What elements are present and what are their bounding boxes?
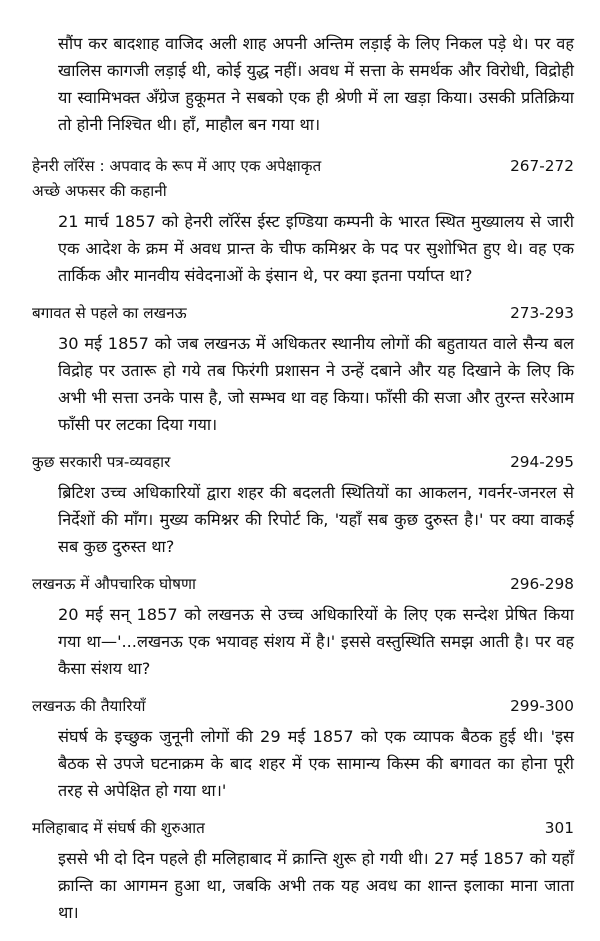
- entry-page-range: 299-300: [510, 697, 574, 715]
- entry-heading: [32, 154, 574, 204]
- contents-entry: [32, 301, 574, 438]
- entry-page-range: 296-298: [510, 575, 574, 593]
- entry-title: लखनऊ में औपचारिक घोषणा: [32, 575, 196, 593]
- contents-entry: [32, 694, 574, 804]
- entry-title-line2: अच्छे अफसर की कहानी: [32, 182, 167, 200]
- entry-page-range: 267-272: [510, 157, 574, 175]
- entry-summary: 20 मई सन् 1857 को लखनऊ से उच्च अधिकारियों के लिए एक सन्देश प्रेषित किया गया था—'...लखनऊ एक भयावह संशय में है।' इससे वस्तुस्थिति समझ आती है। पर वह कैसा संशय था?: [58, 605, 574, 678]
- entry-summary: 30 मई 1857 को जब लखनऊ में अधिकतर स्थानीय लोगों की बहुतायत वाले सैन्य बल विद्रोह पर उतारू हो गये तब फिरंगी प्रशासन ने उन्हें दबाने और यह दिखाने के लिए कि अभी भी सत्ता उनके पास है, जो सम्भव था वह किया। फाँसी की सजा और तुरन्त सरेआम फाँसी पर लटका दिया गया।: [58, 334, 574, 434]
- contents-entry: [32, 572, 574, 682]
- entry-summary: 21 मार्च 1857 को हेनरी लॉरेंस ईस्ट इण्डिया कम्पनी के भारत स्थित मुख्यालय से जारी एक आदेश के क्रम में अवध प्रान्त के चीफ कमिश्नर के पद पर सुशोभित हुए थे। वह एक तार्किक और मानवीय संवेदनाओं के इंसान थे, पर क्या इतना पर्याप्त था?: [58, 212, 574, 285]
- entry-heading: [32, 816, 574, 841]
- entry-page-range: 273-293: [510, 304, 574, 322]
- entry-title: मलिहाबाद में संघर्ष की शुरुआत: [32, 819, 205, 837]
- contents-entry: [32, 450, 574, 560]
- intro-paragraph: सौंप कर बादशाह वाजिद अली शाह अपनी अन्तिम लड़ाई के लिए निकल पड़े थे। पर वह खालिस कागजी लड़ाई थी, कोई युद्ध नहीं। अवध में सत्ता के समर्थक और विरोधी, विद्रोही या स्वामिभक्त अँग्रेज हुकूमत ने सबको एक ही श्रेणी में ला खड़ा किया। उसकी प्रतिक्रिया तो होनी निश्चित थी। हाँ, माहौल बन गया था।: [58, 34, 574, 134]
- entry-title: [32, 154, 498, 204]
- contents-entry: [32, 816, 574, 926]
- entry-summary: ब्रिटिश उच्च अधिकारियों द्वारा शहर की बदलती स्थितियों का आकलन, गवर्नर-जनरल से निर्देशों की माँग। मुख्य कमिश्नर की रिपोर्ट कि, 'यहाँ सब कुछ दुरुस्त है।' पर क्या वाकई सब कुछ दुरुस्त था?: [58, 483, 574, 556]
- entry-heading: [32, 301, 574, 326]
- entry-heading: [32, 694, 574, 719]
- entry-title: बगावत से पहले का लखनऊ: [32, 304, 187, 322]
- entry-page-range: 294-295: [510, 453, 574, 471]
- entry-heading: [32, 572, 574, 597]
- entry-title: कुछ सरकारी पत्र-व्यवहार: [32, 453, 171, 471]
- entry-summary: संघर्ष के इच्छुक जुनूनी लोगों की 29 मई 1857 को एक व्यापक बैठक हुई थी। 'इस बैठक से उपजे घटनाक्रम के बाद शहर में एक सामान्य किस्म की बगावत का होना पूरी तरह से अपेक्षित हो गया था।': [58, 727, 574, 800]
- entry-heading: [32, 450, 574, 475]
- entry-page-range: 301: [544, 819, 574, 837]
- contents-entry: [32, 154, 574, 289]
- entry-title: लखनऊ की तैयारियाँ: [32, 697, 146, 715]
- entry-title-line1: हेनरी लॉरेंस : अपवाद के रूप में आए एक अपेक्षाकृत: [32, 157, 322, 175]
- entry-summary: इससे भी दो दिन पहले ही मलिहाबाद में क्रान्ति शुरू हो गयी थी। 27 मई 1857 को यहाँ क्रान्ति का आगमन हुआ था, जबकि अभी तक यह अवध का शान्त इलाका माना जाता था।: [58, 849, 574, 922]
